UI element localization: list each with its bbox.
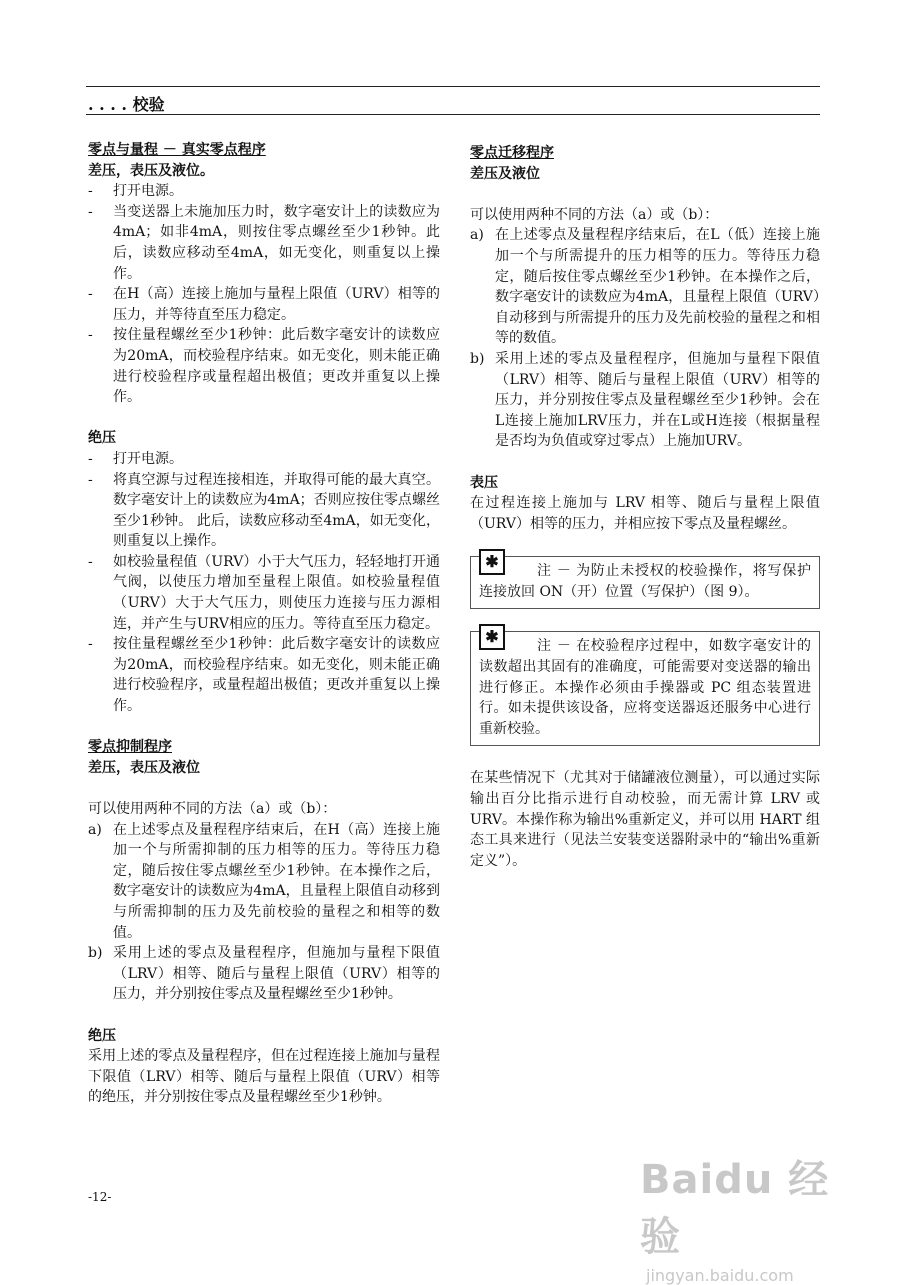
item-marker: b) [88,945,103,962]
item-text: 将真空源与过程连接相连，并取得可能的最大真空。数字毫安计上的读数应为4mA；否则应按住零点螺丝至少1秒钟。 此后，读数应移动至4mA，如无变化，则重复以上操作。 [113,471,440,550]
section-title-zero-span: 零点与量程 － 真实零点程序 [88,142,266,158]
page-header-title: . . . . 校验 [88,95,165,114]
item-marker: - [88,327,93,344]
section-subtitle: 差压，表压及液位 [88,759,200,776]
header-top-rule [86,86,820,87]
header-bottom-rule [86,114,820,115]
watermark-url: jingyan.baidu.com [646,1266,794,1285]
page-number: -12- [88,1190,112,1204]
watermark-logo-text: Baidu 经验 [640,1157,830,1260]
item-text: 按住量程螺丝至少1秒钟：此后数字毫安计的读数应为20mA，而校验程序结束。如无变化，则未能正确进行校验程序，或量程超出极值；更改并重复以上操作。 [113,636,440,715]
item-text: 如校验量程值（URV）小于大气压力，轻轻地打开通气阀，以使压力增加至量程上限值。如校验量程值（URV）大于大气压力，则使压力连接与压力源相连，并产生与URV相应的压力。等待直至压力稳定。 [113,553,440,632]
item-marker: - [88,286,93,303]
section-title-absolute: 绝压 [88,430,116,447]
list-item [88,634,440,716]
item-marker: - [88,203,93,220]
item-marker: - [88,450,93,467]
item-marker: a) [88,821,102,838]
list-item [88,181,440,202]
item-text: 按住量程螺丝至少1秒钟：此后数字毫安计的读数应为20mA，而校验程序结束。如无变化，则未能正确进行校验程序或量程超出极值；更改并重复以上操作。 [113,327,440,406]
note-box-write-protect [470,552,820,609]
section-title-zero-suppression: 零点抑制程序 [88,739,172,756]
asterisk-note-icon: ✱ [479,549,505,575]
item-text: 在H（高）连接上施加与量程上限值（URV）相等的压力，并等待直至压力稳定。 [113,286,440,323]
section-body-final: 在某些情况下（尤其对于储罐液位测量），可以通过实际输出百分比指示进行自动校验，而无需计算 LRV 或 URV。本操作称为输出%重新定义，并可以用 HART 组态工具来进行（见法兰安装变送器附录中的“输出%重新定义”）。 [470,770,820,869]
list-item [470,349,820,452]
item-text: 打开电源。 [113,183,183,200]
list-item [88,325,440,407]
left-column [88,140,440,1108]
list-item [88,470,440,552]
item-marker: - [88,183,93,200]
right-column [470,143,820,871]
list-item [470,225,820,349]
list-item [88,552,440,634]
item-text: 打开电源。 [113,450,183,467]
item-marker: - [88,553,93,570]
item-marker: b) [470,350,485,367]
item-text: 在上述零点及量程程序结束后，在H（高）连接上施加一个与所需抑制的压力相等的压力。等待压力稳定，随后按住零点螺丝至少1秒钟。在本操作之后，数字毫安计的读数应为4mA，且量程上限值自动移到与所需抑制的压力及先前校验的量程之和相等的数值。 [113,821,440,941]
note-text: 注 － 在校验程序过程中，如数字毫安计的读数超出其固有的准确度，可能需要对变送器的输出进行修正。本操作必须由手操器或 PC 组态装置进行。如未提供该设备，应将变送器返还服务中心进行重新校验。 [479,638,811,737]
section-intro: 可以使用两种不同的方法（a）或（b）： [88,801,337,817]
item-marker: a) [470,227,484,244]
note-text: 注 － 为防止未授权的校验操作，将写保护连接放回 ON（开）位置（写保护）（图 9）。 [479,563,811,600]
item-marker: - [88,471,93,488]
item-text: 当变送器上未施加压力时，数字毫安计上的读数应为4mA；如非4mA，则按住零点螺丝至少1秒钟。此后，读数应移动至4mA，如无变化，则重复以上操作。 [113,203,440,282]
list-item [88,284,440,325]
item-text: 在上述零点及量程程序结束后，在L（低）连接上施加一个与所需提升的压力相等的压力。等待压力稳定，随后按住零点螺丝至少1秒钟。在本操作之后，数字毫安计的读数应为4mA，且量程上限值（URV）自动移到与所需提升的压力及先前校验的量程之和相等的数值。 [495,227,820,347]
list-item [88,449,440,470]
list-item [88,202,440,284]
section-subtitle: 差压，表压及液位。 [88,162,214,179]
baidu-watermark [640,1148,870,1285]
list-item [88,943,440,1005]
section-title-gauge: 表压 [470,474,498,491]
note-box-correction [470,627,820,746]
section-intro: 可以使用两种不同的方法（a）或（b）： [470,206,719,223]
section-body: 采用上述的零点及量程程序，但在过程连接上施加与量程下限值（LRV）相等、随后与量程上限值（URV）相等的绝压，并分别按住零点及量程螺丝至少1秒钟。 [88,1048,440,1106]
item-text: 采用上述的零点及量程程序，但施加与量程下限值（LRV）相等、随后与量程上限值（URV）相等的压力，并分别按住零点及量程螺丝至少1秒钟。会在L连接上施加LRV压力，并在L或H连接（根据量程是否均为负值或穿过零点）上施加URV。 [495,350,820,450]
item-marker: - [88,636,93,653]
asterisk-note-icon: ✱ [479,624,505,650]
item-text: 采用上述的零点及量程程序，但施加与量程下限值（LRV）相等、随后与量程上限值（URV）相等的压力，并分别按住零点及量程螺丝至少1秒钟。 [113,945,440,1003]
section-title-zero-elevation: 零点迁移程序 [470,145,554,161]
section-title-absolute-2: 绝压 [88,1027,116,1044]
section-subtitle: 差压及液位 [470,165,540,182]
section-body: 在过程连接上施加与 LRV 相等、随后与量程上限值（URV）相等的压力，并相应按下零点及量程螺丝。 [470,495,820,532]
list-item [88,820,440,944]
